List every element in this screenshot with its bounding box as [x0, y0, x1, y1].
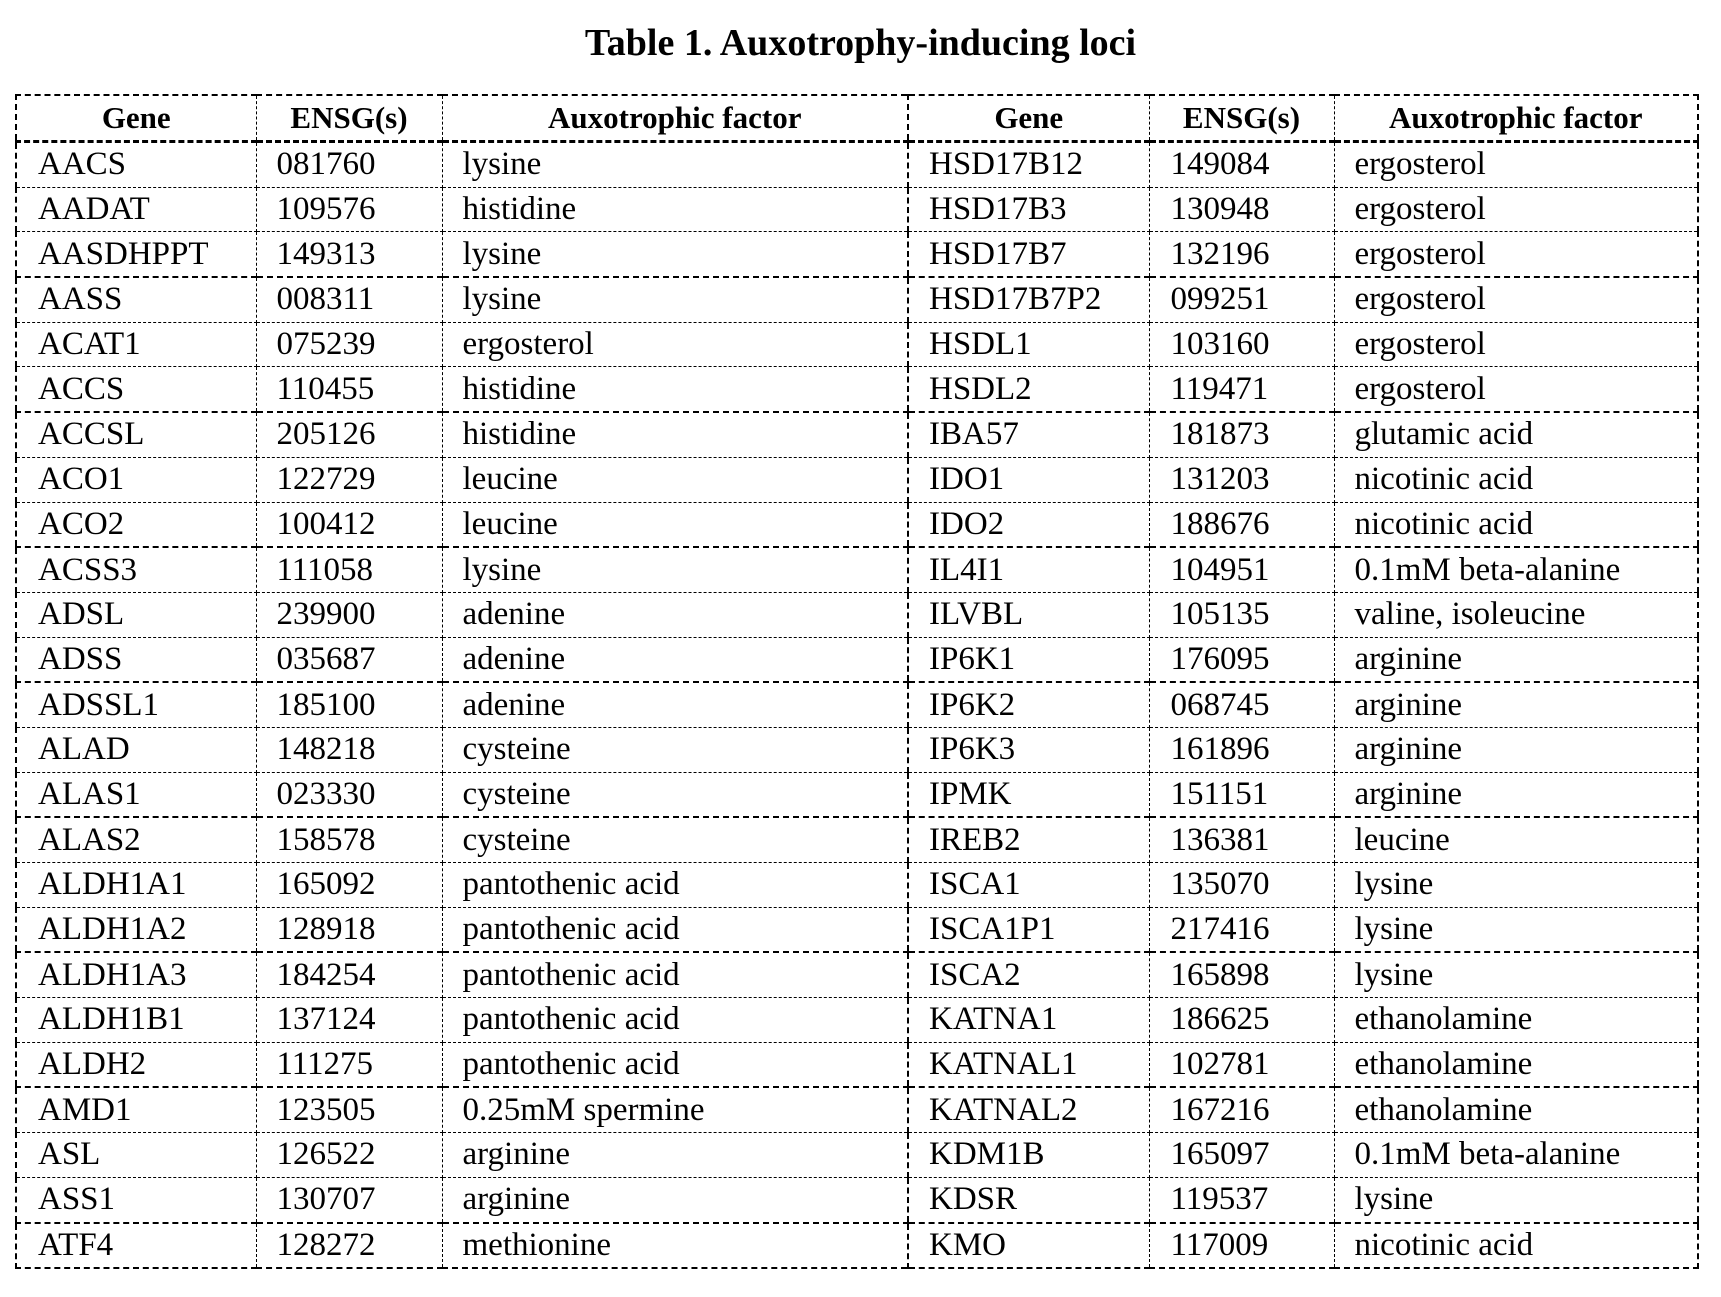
ensg-cell-right: 102781	[1149, 1042, 1334, 1087]
gene-cell-right: HSD17B3	[908, 187, 1149, 232]
gene-cell-right: IDO1	[908, 457, 1149, 502]
table-row	[16, 142, 1698, 188]
auxotrophic-factor-cell-right: nicotinic acid	[1334, 1223, 1698, 1269]
ensg-cell-right: 176095	[1149, 637, 1334, 682]
ensg-cell-right: 149084	[1149, 142, 1334, 188]
table-row	[16, 277, 1698, 322]
ensg-cell-right: 181873	[1149, 412, 1334, 457]
ensg-cell: 122729	[256, 457, 442, 502]
gene-cell-right: IP6K2	[908, 682, 1149, 727]
ensg-cell-right: 136381	[1149, 817, 1334, 862]
ensg-cell: 137124	[256, 998, 442, 1043]
auxotrophic-factor-cell-right: lysine	[1334, 952, 1698, 997]
gene-cell-right: KATNAL2	[908, 1087, 1149, 1132]
auxotrophic-factor-cell-right: ethanolamine	[1334, 1087, 1698, 1132]
auxotrophic-factor-cell: lysine	[442, 547, 908, 592]
auxotrophic-factor-cell: arginine	[442, 1133, 908, 1178]
auxotrophic-factor-cell-right: nicotinic acid	[1334, 457, 1698, 502]
ensg-cell-right: 186625	[1149, 998, 1334, 1043]
table-row	[16, 547, 1698, 592]
ensg-cell: 100412	[256, 502, 442, 547]
ensg-cell: 149313	[256, 232, 442, 277]
gene-cell: ASL	[16, 1133, 256, 1178]
table-title: Table 1. Auxotrophy-inducing loci	[584, 22, 1137, 64]
table-row	[16, 1042, 1698, 1087]
ensg-cell-right: 132196	[1149, 232, 1334, 277]
gene-cell: ACCS	[16, 367, 256, 412]
auxotrophic-factor-cell: pantothenic acid	[442, 998, 908, 1043]
auxotrophic-factor-cell-right: ergosterol	[1334, 142, 1698, 188]
auxotrophic-factor-cell: adenine	[442, 637, 908, 682]
ensg-cell: 075239	[256, 322, 442, 367]
auxotrophic-factor-cell-right: glutamic acid	[1334, 412, 1698, 457]
table-row	[16, 1087, 1698, 1132]
auxotrophic-factor-cell: leucine	[442, 502, 908, 547]
ensg-cell-right: 161896	[1149, 727, 1334, 772]
gene-cell-right: HSD17B7	[908, 232, 1149, 277]
ensg-cell: 109576	[256, 187, 442, 232]
table-header-row	[16, 95, 1698, 142]
auxotrophic-factor-cell: leucine	[442, 457, 908, 502]
ensg-cell-right: 151151	[1149, 772, 1334, 817]
auxotrophic-factor-cell: cysteine	[442, 772, 908, 817]
gene-cell-right: IL4I1	[908, 547, 1149, 592]
gene-cell: ALDH1A1	[16, 863, 256, 908]
table-row	[16, 907, 1698, 952]
table-row	[16, 1177, 1698, 1222]
gene-cell-right: ISCA1P1	[908, 907, 1149, 952]
gene-cell-right: ILVBL	[908, 592, 1149, 637]
ensg-cell: 184254	[256, 952, 442, 997]
header-gene-right: Gene	[908, 95, 1149, 142]
table-row	[16, 502, 1698, 547]
auxotrophic-factor-cell: lysine	[442, 142, 908, 188]
gene-cell-right: HSD17B12	[908, 142, 1149, 188]
table-row	[16, 727, 1698, 772]
ensg-cell: 148218	[256, 727, 442, 772]
auxotrophic-factor-cell-right: valine, isoleucine	[1334, 592, 1698, 637]
ensg-cell: 123505	[256, 1087, 442, 1132]
gene-cell: AASDHPPT	[16, 232, 256, 277]
ensg-cell-right: 167216	[1149, 1087, 1334, 1132]
ensg-cell: 130707	[256, 1177, 442, 1222]
table-row	[16, 772, 1698, 817]
ensg-cell-right: 117009	[1149, 1223, 1334, 1269]
table-row	[16, 952, 1698, 997]
header-auxotrophic-factor-right: Auxotrophic factor	[1334, 95, 1698, 142]
gene-cell-right: HSDL2	[908, 367, 1149, 412]
gene-cell-right: IP6K3	[908, 727, 1149, 772]
gene-cell-right: IREB2	[908, 817, 1149, 862]
ensg-cell-right: 119471	[1149, 367, 1334, 412]
gene-cell-right: HSD17B7P2	[908, 277, 1149, 322]
ensg-cell-right: 131203	[1149, 457, 1334, 502]
ensg-cell-right: 119537	[1149, 1177, 1334, 1222]
auxotrophic-factor-cell: cysteine	[442, 727, 908, 772]
auxotrophic-factor-cell-right: ergosterol	[1334, 232, 1698, 277]
ensg-cell: 081760	[256, 142, 442, 188]
gene-cell-right: ISCA2	[908, 952, 1149, 997]
ensg-cell: 128272	[256, 1223, 442, 1269]
auxotrophic-factor-cell-right: 0.1mM beta-alanine	[1334, 1133, 1698, 1178]
ensg-cell: 023330	[256, 772, 442, 817]
gene-cell: ALDH2	[16, 1042, 256, 1087]
auxotrophic-factor-cell: histidine	[442, 367, 908, 412]
gene-cell: AACS	[16, 142, 256, 188]
gene-cell: ALDH1B1	[16, 998, 256, 1043]
ensg-cell-right: 130948	[1149, 187, 1334, 232]
auxotrophic-factor-cell-right: lysine	[1334, 1177, 1698, 1222]
auxotrophic-factor-cell: ergosterol	[442, 322, 908, 367]
auxotrophic-factor-cell-right: arginine	[1334, 637, 1698, 682]
auxotrophic-factor-cell: arginine	[442, 1177, 908, 1222]
gene-cell: ALDH1A2	[16, 907, 256, 952]
auxotrophic-factor-cell: lysine	[442, 277, 908, 322]
auxotrophy-loci-table	[15, 94, 1699, 1269]
gene-cell-right: ISCA1	[908, 863, 1149, 908]
auxotrophic-factor-cell-right: ergosterol	[1334, 367, 1698, 412]
gene-cell-right: KATNA1	[908, 998, 1149, 1043]
gene-cell: ADSL	[16, 592, 256, 637]
ensg-cell: 110455	[256, 367, 442, 412]
table-row	[16, 322, 1698, 367]
gene-cell: ADSSL1	[16, 682, 256, 727]
ensg-cell-right: 135070	[1149, 863, 1334, 908]
ensg-cell-right: 165898	[1149, 952, 1334, 997]
auxotrophic-factor-cell-right: arginine	[1334, 682, 1698, 727]
ensg-cell: 111275	[256, 1042, 442, 1087]
gene-cell-right: KDSR	[908, 1177, 1149, 1222]
auxotrophic-factor-cell: pantothenic acid	[442, 907, 908, 952]
gene-cell: ACAT1	[16, 322, 256, 367]
ensg-cell-right: 103160	[1149, 322, 1334, 367]
auxotrophic-factor-cell: pantothenic acid	[442, 1042, 908, 1087]
auxotrophic-factor-cell-right: lysine	[1334, 863, 1698, 908]
auxotrophic-factor-cell-right: ergosterol	[1334, 277, 1698, 322]
table-row	[16, 817, 1698, 862]
auxotrophic-factor-cell: pantothenic acid	[442, 863, 908, 908]
ensg-cell: 008311	[256, 277, 442, 322]
auxotrophic-factor-cell: lysine	[442, 232, 908, 277]
gene-cell: ADSS	[16, 637, 256, 682]
table-body	[16, 142, 1698, 1269]
gene-cell: ACSS3	[16, 547, 256, 592]
table-row	[16, 457, 1698, 502]
auxotrophic-factor-cell-right: ergosterol	[1334, 187, 1698, 232]
gene-cell-right: KDM1B	[908, 1133, 1149, 1178]
table-row	[16, 187, 1698, 232]
table-row	[16, 998, 1698, 1043]
gene-cell: ACO1	[16, 457, 256, 502]
table-row	[16, 637, 1698, 682]
gene-cell: ALDH1A3	[16, 952, 256, 997]
gene-cell: ALAS2	[16, 817, 256, 862]
auxotrophic-factor-cell: histidine	[442, 412, 908, 457]
gene-cell-right: IBA57	[908, 412, 1149, 457]
table-row	[16, 592, 1698, 637]
auxotrophic-factor-cell: 0.25mM spermine	[442, 1087, 908, 1132]
gene-cell: AASS	[16, 277, 256, 322]
gene-cell-right: IPMK	[908, 772, 1149, 817]
table-row	[16, 863, 1698, 908]
gene-cell: ASS1	[16, 1177, 256, 1222]
ensg-cell-right: 104951	[1149, 547, 1334, 592]
gene-cell-right: KMO	[908, 1223, 1149, 1269]
auxotrophic-factor-cell-right: arginine	[1334, 772, 1698, 817]
auxotrophic-factor-cell-right: ethanolamine	[1334, 998, 1698, 1043]
ensg-cell-right: 099251	[1149, 277, 1334, 322]
ensg-cell-right: 068745	[1149, 682, 1334, 727]
auxotrophic-factor-cell-right: lysine	[1334, 907, 1698, 952]
table-row	[16, 232, 1698, 277]
gene-cell-right: IP6K1	[908, 637, 1149, 682]
gene-cell: ALAS1	[16, 772, 256, 817]
gene-cell: ACO2	[16, 502, 256, 547]
ensg-cell-right: 188676	[1149, 502, 1334, 547]
table-row	[16, 1223, 1698, 1269]
ensg-cell: 239900	[256, 592, 442, 637]
table-row	[16, 1133, 1698, 1178]
auxotrophic-factor-cell-right: ergosterol	[1334, 322, 1698, 367]
ensg-cell: 111058	[256, 547, 442, 592]
ensg-cell: 165092	[256, 863, 442, 908]
gene-cell-right: KATNAL1	[908, 1042, 1149, 1087]
ensg-cell: 126522	[256, 1133, 442, 1178]
gene-cell: AMD1	[16, 1087, 256, 1132]
header-ensg-right: ENSG(s)	[1149, 95, 1334, 142]
auxotrophic-factor-cell-right: arginine	[1334, 727, 1698, 772]
auxotrophic-factor-cell: adenine	[442, 682, 908, 727]
header-ensg: ENSG(s)	[256, 95, 442, 142]
ensg-cell: 158578	[256, 817, 442, 862]
auxotrophic-factor-cell: methionine	[442, 1223, 908, 1269]
table-row	[16, 367, 1698, 412]
gene-cell: AADAT	[16, 187, 256, 232]
auxotrophic-factor-cell-right: nicotinic acid	[1334, 502, 1698, 547]
header-auxotrophic-factor: Auxotrophic factor	[442, 95, 908, 142]
auxotrophic-factor-cell: adenine	[442, 592, 908, 637]
auxotrophic-factor-cell-right: 0.1mM beta-alanine	[1334, 547, 1698, 592]
gene-cell: ATF4	[16, 1223, 256, 1269]
gene-cell-right: IDO2	[908, 502, 1149, 547]
gene-cell: ALAD	[16, 727, 256, 772]
ensg-cell: 035687	[256, 637, 442, 682]
ensg-cell-right: 217416	[1149, 907, 1334, 952]
gene-cell: ACCSL	[16, 412, 256, 457]
ensg-cell: 185100	[256, 682, 442, 727]
ensg-cell: 205126	[256, 412, 442, 457]
auxotrophic-factor-cell: pantothenic acid	[442, 952, 908, 997]
table-row	[16, 412, 1698, 457]
auxotrophic-factor-cell-right: ethanolamine	[1334, 1042, 1698, 1087]
auxotrophic-factor-cell: histidine	[442, 187, 908, 232]
header-gene: Gene	[16, 95, 256, 142]
gene-cell-right: HSDL1	[908, 322, 1149, 367]
ensg-cell-right: 105135	[1149, 592, 1334, 637]
table-row	[16, 682, 1698, 727]
ensg-cell: 128918	[256, 907, 442, 952]
ensg-cell-right: 165097	[1149, 1133, 1334, 1178]
auxotrophic-factor-cell: cysteine	[442, 817, 908, 862]
auxotrophic-factor-cell-right: leucine	[1334, 817, 1698, 862]
